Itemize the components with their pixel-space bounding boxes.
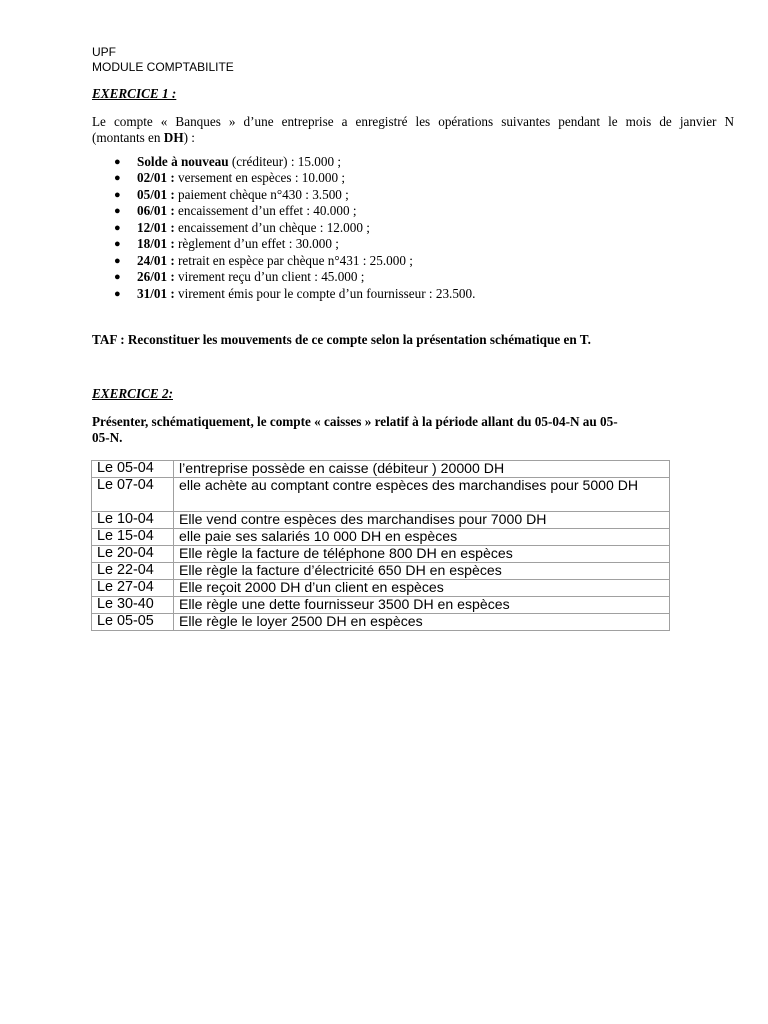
row-date: Le 20-04 [92, 546, 174, 563]
operation-text: encaissement d’un effet : 40.000 ; [174, 203, 357, 219]
intro-suffix: ) : [183, 130, 195, 145]
table-row [92, 546, 670, 563]
operation-label: 02/01 : [137, 170, 175, 186]
operation-label: 31/01 : [137, 285, 175, 301]
operation-text: virement émis pour le compte d’un fournisseur : 23.500. [174, 285, 476, 301]
row-date: Le 30-40 [92, 597, 174, 614]
row-date: Le 10-04 [92, 512, 174, 529]
header-institution: UPF [92, 45, 116, 59]
table-row [92, 580, 670, 597]
operation-text: retrait en espèce par chèque n°431 : 25.000 ; [174, 252, 413, 268]
table-row [92, 597, 670, 614]
operations-list [92, 154, 712, 302]
operation-label: 18/01 : [137, 236, 175, 252]
operation-label: 05/01 : [137, 186, 175, 202]
bullet-icon: ● [114, 188, 121, 201]
row-description: elle achète au comptant contre espèces des marchandises pour 5000 DH [174, 478, 670, 512]
row-description: Elle règle la facture de téléphone 800 DH en espèces [174, 546, 670, 563]
exercice1-title: EXERCICE 1 : [92, 86, 177, 101]
list-item [92, 269, 712, 285]
row-date: Le 05-05 [92, 614, 174, 631]
table-row [92, 563, 670, 580]
bullet-icon: ● [114, 238, 121, 251]
table-row [92, 461, 670, 478]
operation-label: 24/01 : [137, 252, 175, 268]
operation-text: versement en espèces : 10.000 ; [174, 170, 346, 186]
row-date: Le 22-04 [92, 563, 174, 580]
list-item [92, 220, 712, 236]
row-date: Le 07-04 [92, 478, 174, 512]
list-item [92, 154, 712, 170]
table-row [92, 512, 670, 529]
caisse-operations-table [91, 460, 670, 631]
operation-text: règlement d’un effet : 30.000 ; [174, 236, 339, 252]
bullet-icon: ● [114, 271, 121, 284]
exercice1-intro-line2 [92, 130, 734, 146]
exercice2-instruction-line2: 05-N. [92, 430, 123, 445]
bullet-icon: ● [114, 221, 121, 234]
table-row [92, 614, 670, 631]
exercice1-taf: TAF : Reconstituer les mouvements de ce compte selon la présentation schématique en T. [92, 332, 591, 347]
row-date: Le 27-04 [92, 580, 174, 597]
operation-text: encaissement d’un chèque : 12.000 ; [174, 219, 370, 235]
exercice2-instruction-line1: Présenter, schématiquement, le compte « caisses » relatif à la période allant du 05-04-N au 05- [92, 414, 618, 429]
bullet-icon: ● [114, 156, 121, 168]
exercice1-intro-line1: Le compte « Banques » d’une entreprise a enregistré les opérations suivantes pendant le mois de janvier N [92, 114, 734, 129]
header-module: MODULE COMPTABILITE [92, 60, 234, 74]
list-item [92, 203, 712, 219]
operation-label: Solde à nouveau [137, 154, 229, 169]
bullet-icon: ● [114, 287, 121, 300]
row-description: l’entreprise possède en caisse (débiteur ) 20000 DH [174, 461, 670, 478]
bullet-icon: ● [114, 254, 121, 267]
table-row [92, 478, 670, 512]
operation-text: virement reçu d’un client : 45.000 ; [174, 269, 365, 285]
list-item [92, 253, 712, 269]
row-description: elle paie ses salariés 10 000 DH en espèces [174, 529, 670, 546]
row-description: Elle règle une dette fournisseur 3500 DH en espèces [174, 597, 670, 614]
bullet-icon: ● [114, 205, 121, 218]
operation-label: 12/01 : [137, 219, 175, 235]
row-description: Elle règle le loyer 2500 DH en espèces [174, 614, 670, 631]
row-description: Elle vend contre espèces des marchandises pour 7000 DH [174, 512, 670, 529]
row-date: Le 05-04 [92, 461, 174, 478]
operation-label: 26/01 : [137, 269, 175, 285]
operation-text: (créditeur) : 15.000 ; [228, 154, 342, 169]
list-item [92, 187, 712, 203]
intro-currency: DH [163, 130, 184, 145]
row-description: Elle règle la facture d’électricité 650 DH en espèces [174, 563, 670, 580]
row-description: Elle reçoit 2000 DH d’un client en espèces [174, 580, 670, 597]
intro-prefix: (montants en [92, 130, 164, 145]
row-date: Le 15-04 [92, 529, 174, 546]
exercice2-title: EXERCICE 2: [92, 386, 173, 401]
operation-text: paiement chèque n°430 : 3.500 ; [174, 186, 349, 202]
list-item [92, 286, 712, 302]
table-row [92, 529, 670, 546]
list-item [92, 170, 712, 186]
operation-label: 06/01 : [137, 203, 175, 219]
list-item [92, 236, 712, 252]
bullet-icon: ● [114, 172, 121, 185]
